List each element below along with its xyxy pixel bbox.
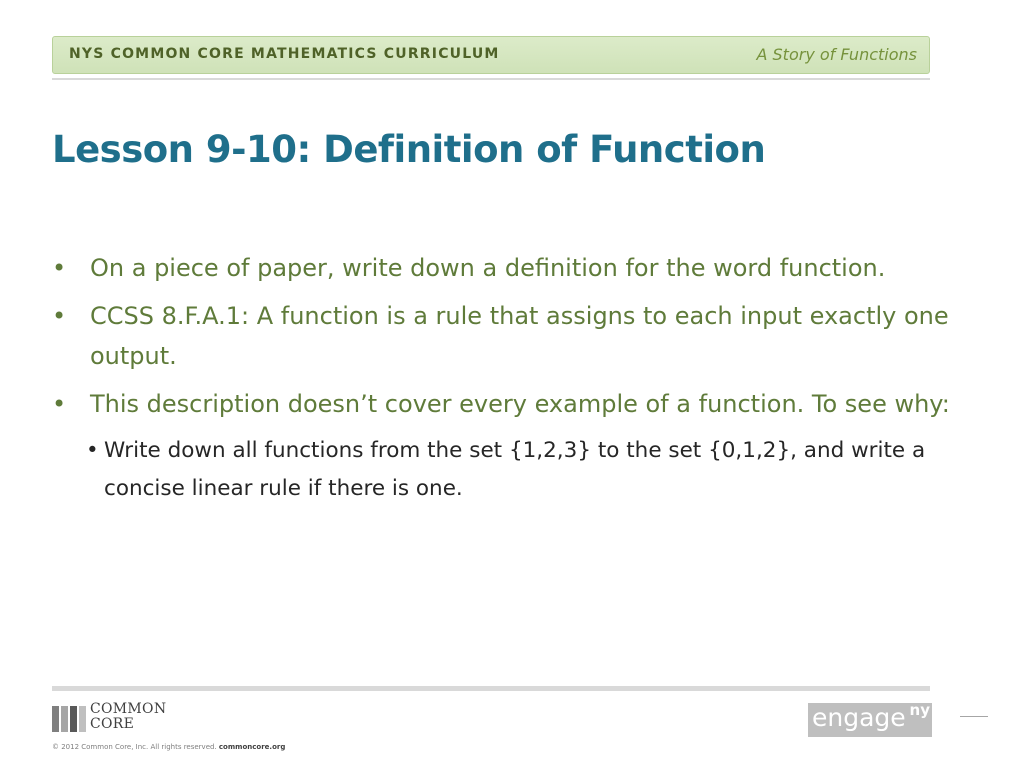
engage-wordmark: engage (812, 703, 906, 732)
common-core-bars-icon (52, 706, 86, 732)
bullet-text: On a piece of paper, write down a definition for the word function. (90, 254, 886, 282)
bullet-item (52, 296, 962, 376)
engageny-logo-icon (808, 703, 932, 737)
bullet-dot: • (52, 390, 67, 418)
logo-bar (61, 706, 68, 732)
bullet-text: CCSS 8.F.A.1: A function is a rule that assigns to each input exactly one output. (90, 302, 949, 370)
slide-title: Lesson 9-10: Definition of Function (52, 128, 766, 171)
engage-superscript: ny (909, 701, 930, 719)
logo-line: COMMON (90, 701, 167, 717)
logo-bar (70, 706, 77, 732)
bullet-text: This description doesn’t cover every example of a function. To see why: (90, 390, 950, 418)
curriculum-label: NYS COMMON CORE MATHEMATICS CURRICULUM (69, 46, 500, 62)
logo-bar (79, 706, 86, 732)
sub-bullet-dot: • (86, 438, 99, 463)
logo-line: CORE (90, 716, 135, 732)
copyright-notice (52, 743, 285, 751)
copyright-text: © 2012 Common Core, Inc. All rights reserved. (52, 743, 217, 751)
module-label: A Story of Functions (756, 45, 917, 64)
bullet-item (52, 384, 962, 424)
header-divider (52, 78, 930, 80)
bullet-dot: • (52, 302, 67, 330)
footer-divider (52, 686, 930, 691)
corner-divider (960, 716, 988, 717)
logo-bar (52, 706, 59, 732)
bullet-item (52, 248, 962, 288)
header-bar (52, 36, 930, 74)
copyright-link[interactable]: commoncore.org (218, 743, 286, 751)
bullet-dot: • (52, 254, 67, 282)
common-core-logo-text (90, 702, 166, 732)
sub-bullet-text: Write down all functions from the set {1,2,3} to the set {0,1,2}, and write a concise linear rule if there is one. (104, 438, 926, 501)
slide-content (52, 248, 962, 508)
sub-bullet-item (86, 432, 962, 508)
